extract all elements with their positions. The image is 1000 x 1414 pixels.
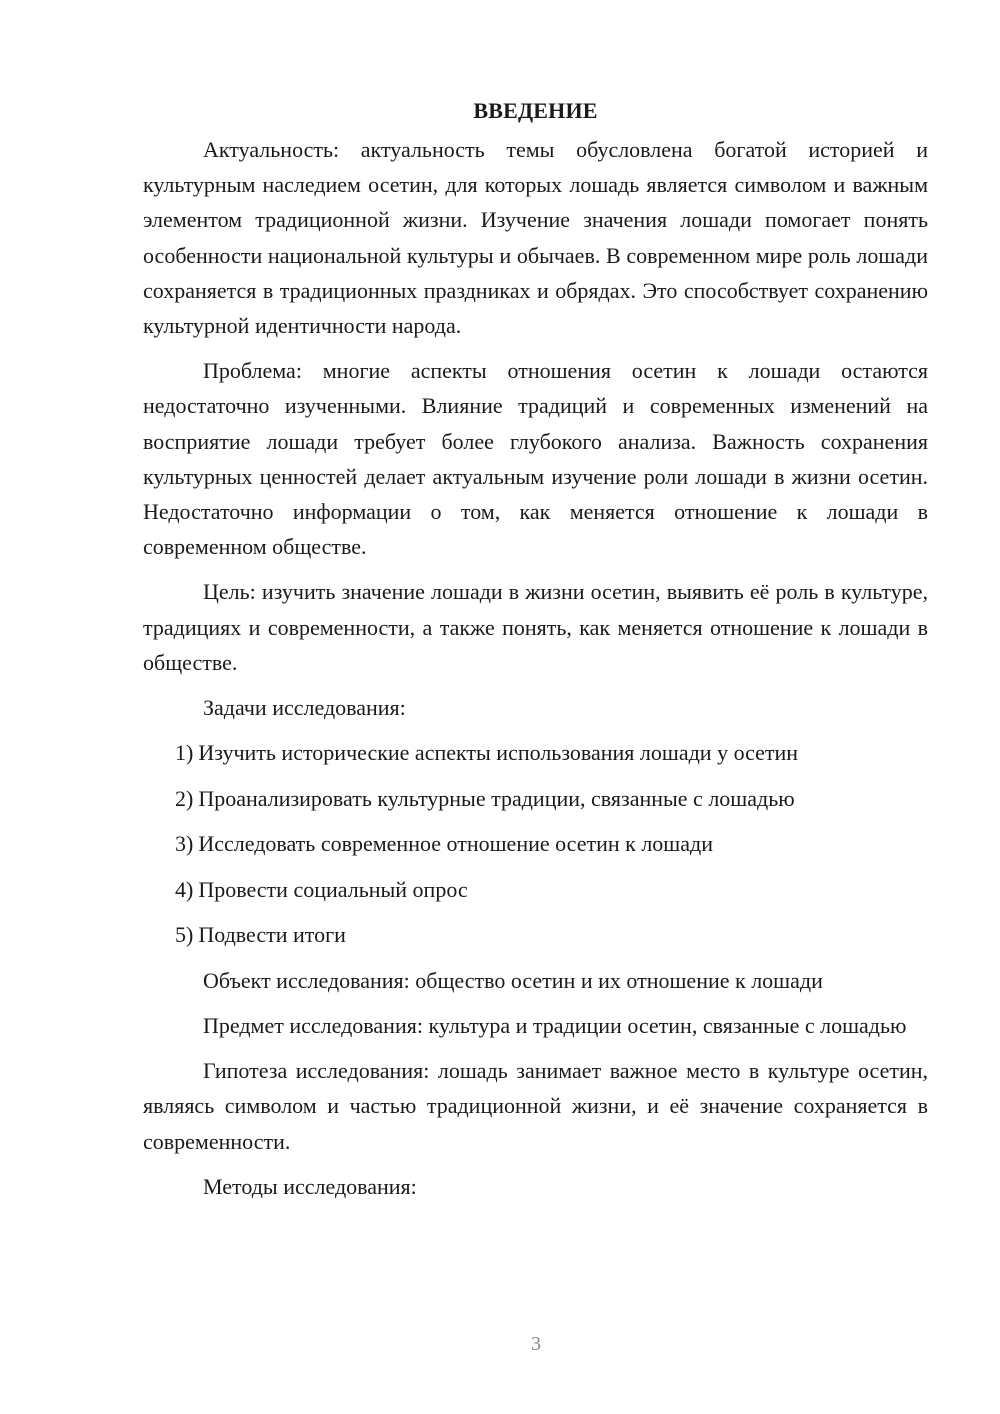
task-text: Проанализировать культурные традиции, связанные с лошадью [198,785,795,811]
paragraph-problem: Проблема: многие аспекты отношения осетин к лошади остаются недостаточно изученными. Влияние традиций и современных изменений на восприятие лошади требует более глубокого анализа. Важность сохранения культурных ценностей делает актуальным изучение роли лошади в жизни осетин. Недостаточно информации о том, как меняется отношение к лошади в современном обществе. [143,358,928,560]
section-heading: ВВЕДЕНИЕ [473,98,598,123]
paragraph-goal: Цель: изучить значение лошади в жизни осетин, выявить её роль в культуре, традициях и современности, а также понять, как меняется отношение к лошади в обществе. [143,579,928,675]
task-text: Провести социальный опрос [198,876,468,902]
task-text: Изучить исторические аспекты использования лошади у осетин [198,740,799,766]
paragraph-object: Объект исследования: общество осетин и их отношение к лошади [203,967,823,993]
task-number: 1) [175,740,194,766]
task-text: Подвести итоги [198,922,346,948]
task-item [143,735,928,770]
task-number: 4) [175,876,194,902]
task-item [143,917,928,952]
tasks-title: Задачи исследования: [203,695,406,721]
document-page [143,96,928,1214]
tasks-list [143,735,928,952]
paragraph-relevance: Актуальность: актуальность темы обусловлена богатой историей и культурным наследием осетин, для которых лошадь является символом и важным элементом традиционной жизни. Изучение значения лошади помогает понять особенности национальной культуры и обычаев. В современном мире роль лошади сохраняется в традиционных праздниках и обрядах. Это способствует сохранению культурной идентичности народа. [143,137,928,339]
paragraph-subject: Предмет исследования: культура и традиции осетин, связанные с лошадью [203,1012,907,1038]
task-item [143,826,928,861]
methods-title: Методы исследования: [203,1173,417,1199]
paragraph-hypothesis: Гипотеза исследования: лошадь занимает важное место в культуре осетин, являясь символом и частью традиционной жизни, и её значение сохраняется в современности. [143,1058,928,1154]
task-item [143,781,928,816]
task-item [143,872,928,907]
page-number: 3 [531,1333,541,1355]
task-text: Исследовать современное отношение осетин к лошади [198,831,713,857]
task-number: 2) [175,785,194,811]
task-number: 3) [175,831,194,857]
task-number: 5) [175,922,194,948]
